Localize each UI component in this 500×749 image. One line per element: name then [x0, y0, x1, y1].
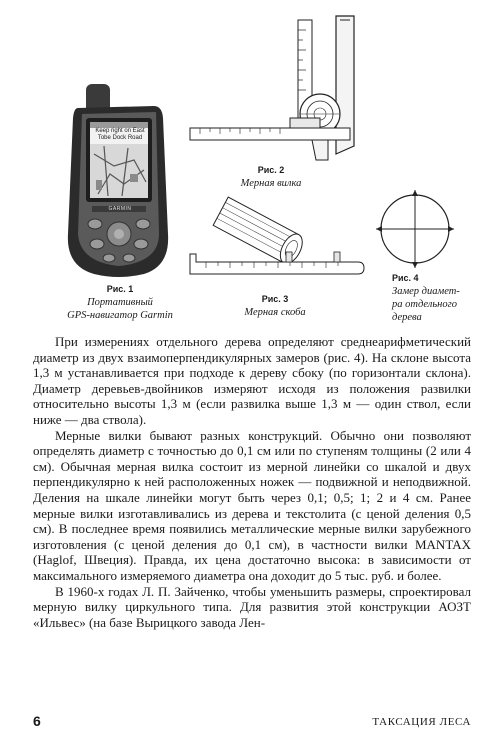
- figure-3-title: Мерная скоба: [244, 307, 306, 318]
- gps-screen-text: [92, 128, 148, 142]
- figure-4-title-line-2: ра отдельного: [392, 299, 457, 310]
- diameter-measurement-illustration: [372, 186, 458, 272]
- caliper-bracket-illustration: [186, 196, 366, 280]
- figure-4-caption: [392, 272, 482, 324]
- paragraph-2: Мерные вилки бывают разных конструкций. Обычно они позволяют определять диаметр с точностью до 0,1 см или по ступеням толщины (2 или 4 см). Обычная мерная вилка состоит из мерной линейки со шкалой и двух перпендикулярно к ней расположенных ножек — подвижной и неподвижной. Деления на шкале линейки могут быть через 0,1; 0,5; 1; 2 и 4 см. Ранее мерные вилки изготавливались из дерева и текстолита (с ценой деления 0,5 см). В последнее время появились металлические мерные вилки зарубежного изготовления (с ценой деления до 0,1 см), в частности вилки MANTAX (Haglof, Швеция). Правда, их цена достаточно высока: в зависимости от максимального измеряемого диаметра она доходит до 5 тыс. руб. и более.: [33, 427, 471, 583]
- figure-2-title: Мерная вилка: [240, 178, 302, 189]
- figure-2-number: Рис. 2: [257, 165, 285, 175]
- figure-1-title-line-1: Портативный: [87, 297, 153, 308]
- figure-4-title-line-1: Замер диамет-: [392, 286, 460, 297]
- gps-screen-line-1: Keep right on East: [95, 128, 145, 134]
- figure-1-caption: [55, 283, 185, 322]
- gps-brand-label: GARMIN: [108, 206, 132, 212]
- figure-2-caption: [216, 164, 326, 190]
- figure-3-caption: [220, 293, 330, 319]
- paragraph-1: При измерениях отдельного дерева определяют среднеарифметический диаметр из двух взаимоперпендикулярных замеров (рис. 4). На склоне высота 1,3 м устанавливается при подходе к дереву сбоку (по горизонтали склона). Диаметр деревьев-двойников измеряют исходя из положения развилки относительно высоты 1,3 м (если развилка выше 1,3 м — один ствол, если ниже — два ствола).: [33, 334, 471, 427]
- running-title: ТАКСАЦИЯ ЛЕСА: [372, 716, 471, 728]
- figure-4-title-line-3: дерева: [392, 312, 422, 323]
- gps-screen-line-2: Tobe Dock Road: [97, 135, 143, 141]
- figure-4-number: Рис. 4: [392, 273, 419, 283]
- gps-navigator-illustration: [64, 84, 174, 280]
- figure-1-title-line-2: GPS-навигатор Garmin: [67, 310, 173, 321]
- figure-3-number: Рис. 3: [261, 294, 289, 304]
- body-text: [33, 334, 471, 630]
- caliper-fork-illustration: [188, 14, 368, 164]
- page-number: 6: [33, 713, 41, 729]
- paragraph-3: В 1960-х годах Л. П. Зайченко, чтобы уменьшить размеры, спроектировал мерную вилку циркульного типа. Для развития этой конструкции АОЗТ «Ильвес» (на базе Вырицкого завода Лен-: [33, 583, 471, 630]
- figure-1-number: Рис. 1: [106, 284, 134, 294]
